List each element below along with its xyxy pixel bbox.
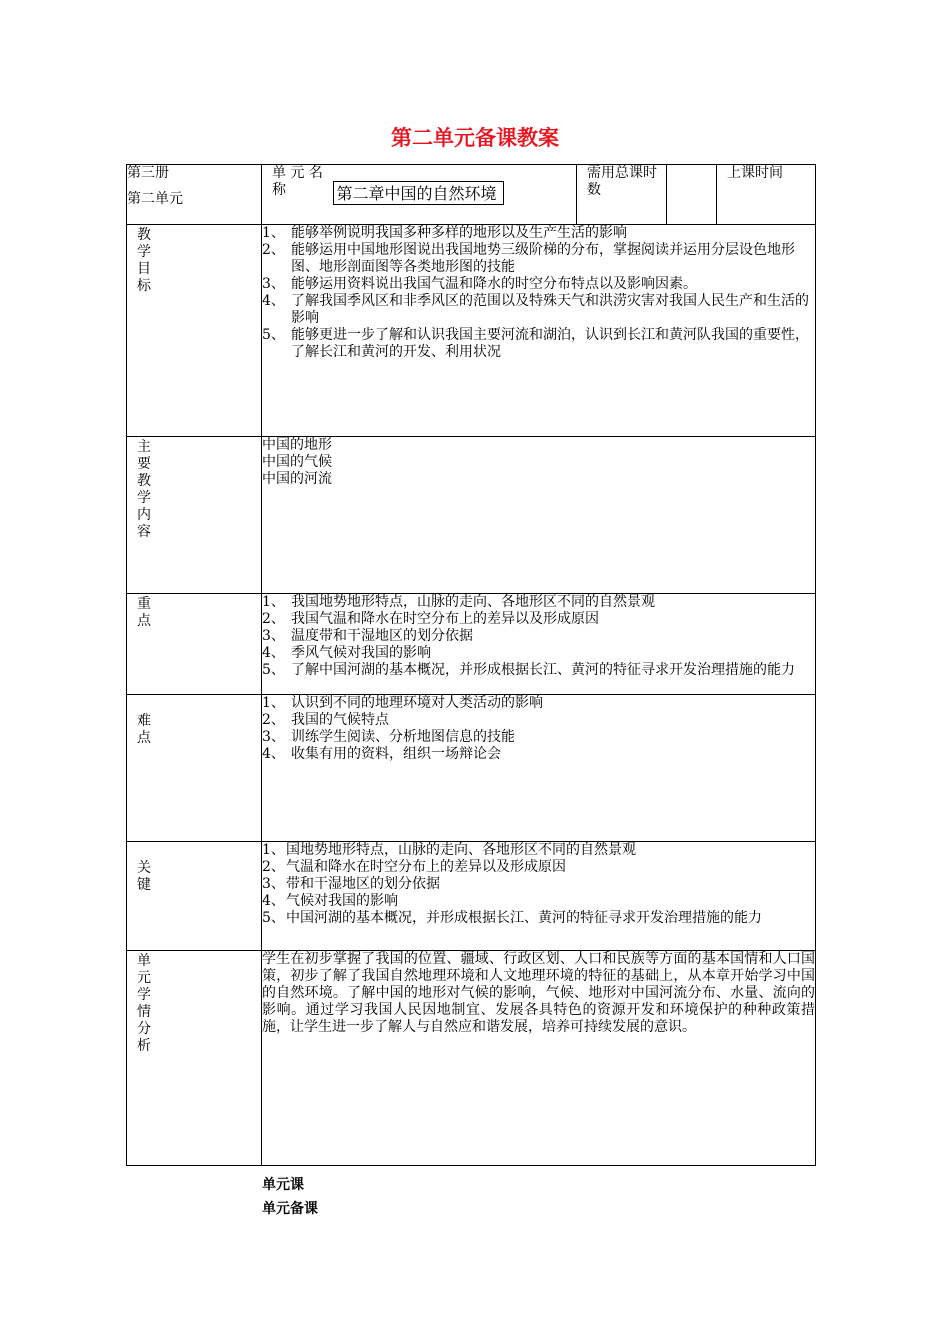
content-row bbox=[127, 437, 816, 594]
goals-row bbox=[127, 225, 816, 437]
list-item: 4、 气候对我国的影响 bbox=[262, 893, 398, 909]
unit-name-value: 第二章中国的自然环境 bbox=[333, 181, 504, 205]
unit-name-cell bbox=[337, 165, 577, 225]
list-item: 3、 温度带和干湿地区的划分依据 bbox=[262, 628, 473, 644]
crux-list bbox=[262, 842, 816, 951]
goals-label: 教学目标 bbox=[137, 227, 151, 294]
content-label: 主要教学内容 bbox=[137, 439, 151, 540]
analysis-row bbox=[127, 951, 816, 1166]
hours-label: 需用总课时数 bbox=[577, 165, 667, 225]
list-item: 3、 训练学生阅读、分析地图信息的技能 bbox=[262, 729, 515, 745]
difficult-list bbox=[262, 695, 816, 842]
list-item: 1、 认识到不同的地理环境对人类活动的影响 bbox=[262, 695, 543, 711]
difficult-row bbox=[127, 695, 816, 842]
key-label: 重点 bbox=[137, 596, 151, 629]
difficult-label: 难点 bbox=[137, 713, 151, 746]
book-unit-cell bbox=[127, 165, 262, 225]
key-list bbox=[262, 594, 816, 695]
footer-line-1: 单元课 bbox=[262, 1177, 304, 1193]
unit-name-label: 单 元 名称 bbox=[262, 165, 337, 225]
key-row bbox=[127, 594, 816, 695]
lesson-plan-table bbox=[126, 164, 816, 1166]
content-item: 中国的气候 bbox=[262, 454, 332, 470]
header-row bbox=[127, 165, 816, 225]
analysis-label: 单元学情分析 bbox=[137, 953, 151, 1054]
list-item: 3、 带和干湿地区的划分依据 bbox=[262, 876, 440, 892]
list-item: 1、 我国地势地形特点，山脉的走向、各地形区不同的自然景观 bbox=[262, 594, 655, 610]
book-label: 第三册 bbox=[127, 165, 169, 181]
list-item: 1、 能够举例说明我国多种多样的地形以及生产生活的影响 bbox=[262, 225, 627, 241]
list-item: 2、 能够运用中国地形图说出我国地势三级阶梯的分布，掌握阅读并运用分层设色地形图、地形剖面图等各类地形图的技能 bbox=[262, 242, 795, 275]
list-item: 4、 收集有用的资料，组织一场辩论会 bbox=[262, 746, 501, 762]
content-item: 中国的河流 bbox=[262, 471, 332, 487]
goals-list bbox=[262, 225, 816, 437]
list-item: 5、 了解中国河湖的基本概况，并形成根据长江、黄河的特征寻求开发治理措施的能力 bbox=[262, 662, 795, 678]
time-label: 上课时间 bbox=[717, 165, 816, 225]
list-item: 2、 气温和降水在时空分布上的差异以及形成原因 bbox=[262, 859, 566, 875]
page-title: 第二单元备课教案 bbox=[391, 126, 559, 150]
unit-label: 第二单元 bbox=[127, 191, 183, 207]
analysis-text: 学生在初步掌握了我国的位置、疆域、行政区划、人口和民族等方面的基本国情和人口国策，初步了解了我国自然地理环境和人文地理环境的特征的基础上，从本章开始学习中国的自然环境。了解中国的地形对气候的影响，气候、地形对中国河流分布、水量、流向的影响。通过学习我国人民因地制宜、发展各具特色的资源开发和环境保护的种种政策措施，让学生进一步了解人与自然应和谐发展，培养可持续发展的意识。 bbox=[262, 951, 816, 1166]
list-item: 3、 能够运用资料说出我国气温和降水的时空分布特点以及影响因素。 bbox=[262, 276, 697, 292]
list-item: 4、 了解我国季风区和非季风区的范围以及特殊天气和洪涝灾害对我国人民生产和生活的影响 bbox=[262, 293, 809, 326]
crux-label: 关键 bbox=[137, 860, 151, 893]
list-item: 5、 能够更进一步了解和认识我国主要河流和湖泊，认识到长江和黄河队我国的重要性，了解长江和黄河的开发、利用状况 bbox=[262, 327, 809, 360]
list-item: 4、 季风气候对我国的影响 bbox=[262, 645, 431, 661]
list-item: 2、 我国气温和降水在时空分布上的差异以及形成原因 bbox=[262, 611, 599, 627]
list-item: 2、 我国的气候特点 bbox=[262, 712, 389, 728]
content-list bbox=[262, 437, 816, 594]
content-item: 中国的地形 bbox=[262, 437, 332, 453]
footer-line-2: 单元备课 bbox=[262, 1201, 318, 1217]
crux-row bbox=[127, 842, 816, 951]
hours-value bbox=[667, 165, 717, 225]
list-item: 5、 中国河湖的基本概况，并形成根据长江、黄河的特征寻求开发治理措施的能力 bbox=[262, 910, 762, 926]
list-item: 1、 国地势地形特点，山脉的走向、各地形区不同的自然景观 bbox=[262, 842, 636, 858]
